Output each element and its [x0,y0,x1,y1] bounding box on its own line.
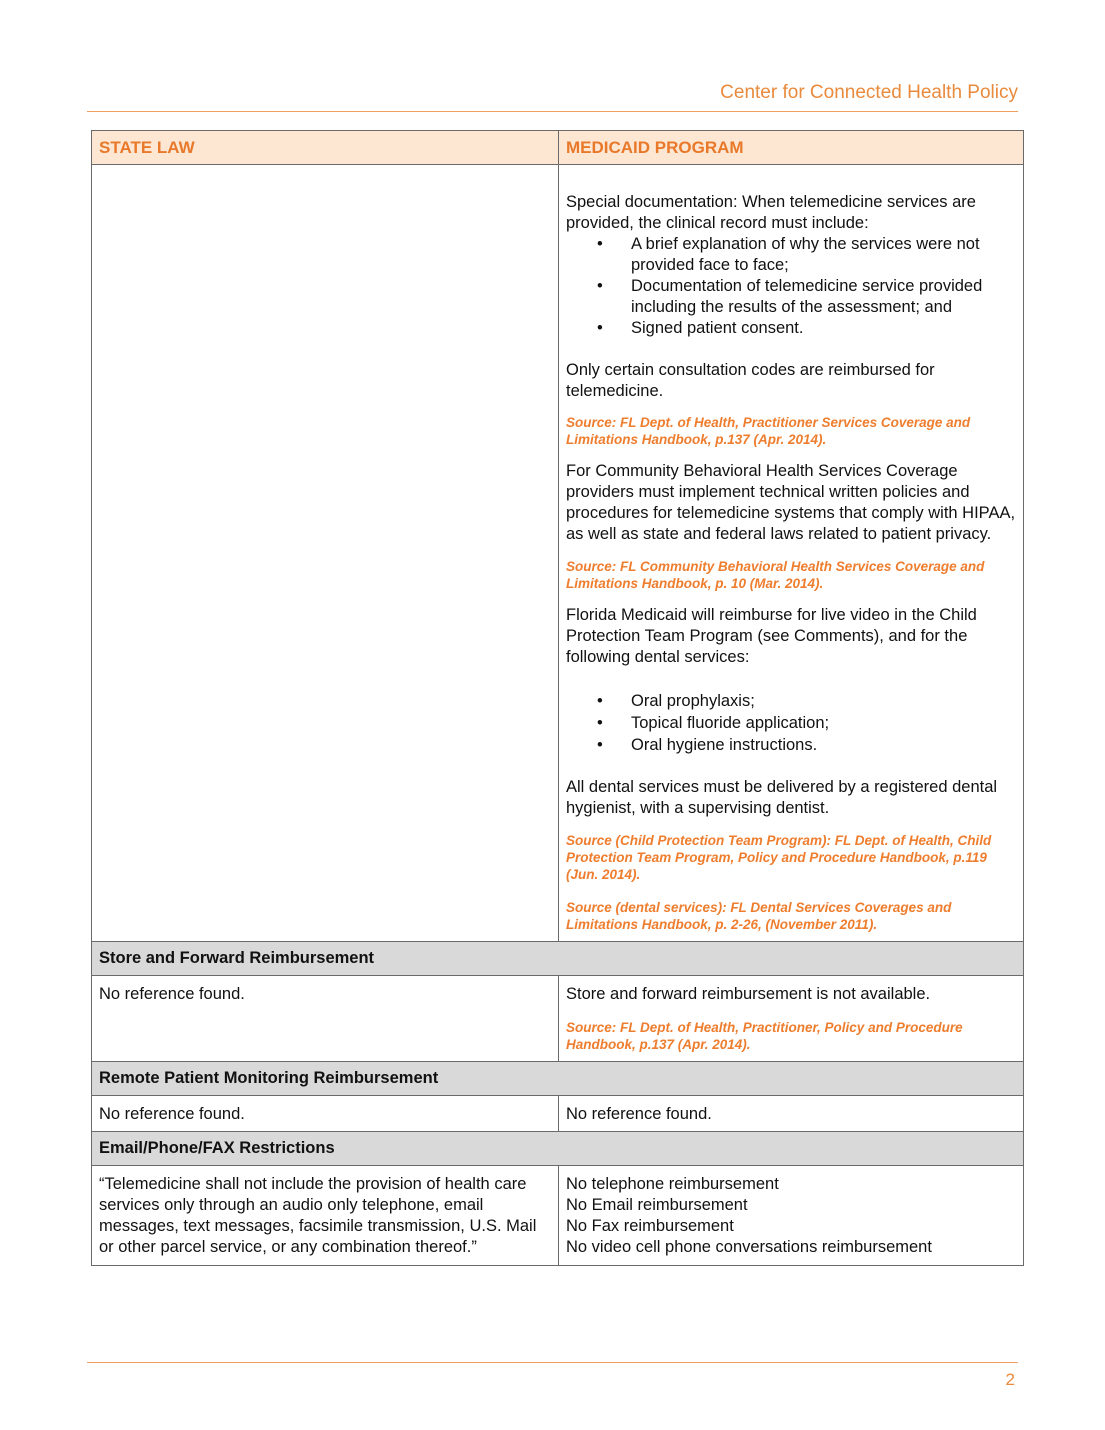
list-item: • Documentation of telemedicine service provided including the results of the assessment; and [597,277,983,316]
table-row [92,165,1024,942]
table-row [92,1096,1024,1132]
state-law-cell: No reference found. [92,976,559,1062]
section-header-row [92,1062,1024,1096]
restriction-line: No video cell phone conversations reimbursement [566,1238,932,1256]
section-header-row [92,942,1024,976]
bullet-icon: • [597,277,603,295]
policy-table [91,130,1024,1266]
list-item: • A brief explanation of why the services were not provided face to face; [597,235,980,274]
section-title-store-and-forward: Store and Forward Reimbursement [92,942,1024,976]
source-citation: Source (dental services): FL Dental Services Coverages and Limitations Handbook, p. 2-26, (November 2011). [566,900,952,932]
state-law-cell: No reference found. [92,1096,559,1132]
list-item: • Oral hygiene instructions. [597,736,818,754]
source-citation: Source (Child Protection Team Program): FL Dept. of Health, Child Protection Team Program, Policy and Procedure Handbook, p.119 (Jun. 2014). [566,833,992,882]
bullet-icon: • [597,714,603,732]
header-divider [87,111,1018,112]
page-number: 2 [1005,1370,1015,1389]
column-header-state-law: STATE LAW [92,131,559,165]
document-header-title: Center for Connected Health Policy [720,82,1018,103]
table-row [92,1166,1024,1266]
bullet-icon: • [597,692,603,710]
source-citation: Source: FL Community Behavioral Health Services Coverage and Limitations Handbook, p. 10 (Mar. 2014). [566,559,985,591]
special-documentation-text: Special documentation: When telemedicine services are provided, the clinical record must include: [566,193,976,232]
bullet-icon: • [597,736,603,754]
footer-divider [87,1362,1018,1363]
behavioral-health-text: For Community Behavioral Health Services Coverage providers must implement technical written policies and procedures for telemedicine systems that comply with HIPAA, as well as state and federal laws related to patient privacy. [566,462,1016,543]
table-header-row [92,131,1024,165]
column-header-medicaid: MEDICAID PROGRAM [559,131,1024,165]
list-item: • Signed patient consent. [597,319,804,337]
medicaid-cell [559,165,1024,942]
list-item: • Oral prophylaxis; [597,692,755,710]
consultation-codes-text: Only certain consultation codes are reimbursed for telemedicine. [566,361,935,400]
section-header-row [92,1132,1024,1166]
state-law-cell: “Telemedicine shall not include the provision of health care services only through an audio only telephone, email messages, text messages, facsimile transmission, U.S. Mail or other parcel service, or any combination thereof.” [92,1166,559,1266]
restriction-line: No Email reimbursement [566,1196,748,1214]
special-documentation-list [566,234,1016,339]
source-citation: Source: FL Dept. of Health, Practitioner, Policy and Procedure Handbook, p.137 (Apr. 2014). [566,1020,963,1052]
list-item: • Topical fluoride application; [597,714,830,732]
table-row [92,976,1024,1062]
medicaid-cell: Store and forward reimbursement is not available. Source: FL Dept. of Health, Practitioner, Policy and Procedure Handbook, p.137 (Apr. 2014). [559,976,1024,1062]
source-citation: Source: FL Dept. of Health, Practitioner Services Coverage and Limitations Handbook, p.137 (Apr. 2014). [566,415,971,447]
bullet-icon: • [597,319,603,337]
medicaid-cell: No reference found. [559,1096,1024,1132]
medicaid-cell [559,1166,1024,1266]
dental-intro-text: Florida Medicaid will reimburse for live video in the Child Protection Team Program (see Comments), and for the following dental services: [566,606,977,666]
section-title-remote-patient-monitoring: Remote Patient Monitoring Reimbursement [92,1062,1024,1096]
state-law-cell [92,165,559,942]
dental-services-list [566,691,1016,756]
section-title-email-phone-fax: Email/Phone/FAX Restrictions [92,1132,1024,1166]
bullet-icon: • [597,235,603,253]
dental-hygienist-text: All dental services must be delivered by a registered dental hygienist, with a supervising dentist. [566,778,998,817]
restriction-line: No Fax reimbursement [566,1217,734,1235]
restriction-line: No telephone reimbursement [566,1175,779,1193]
